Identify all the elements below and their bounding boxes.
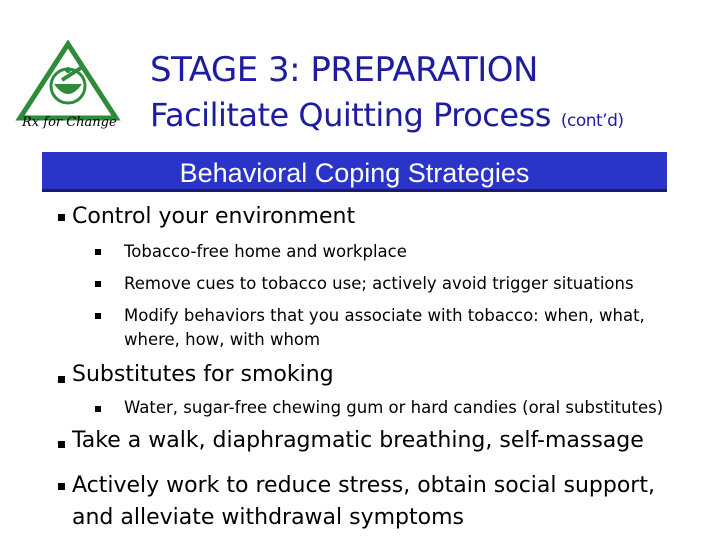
bullet-take-a-walk: Take a walk, diaphragmatic breathing, self-massage	[72, 428, 644, 453]
bullet-control-environment: Control your environment	[72, 204, 356, 229]
slide-subtitle: Facilitate Quitting Process	[150, 96, 551, 134]
bullet-marker	[58, 214, 65, 221]
bullet-marker	[95, 313, 101, 319]
bullet-marker	[58, 441, 65, 448]
slide-title-line1: STAGE 3: PREPARATION	[150, 50, 538, 90]
sub-bullet-tobacco-free: Tobacco-free home and workplace	[124, 242, 407, 261]
bullet-marker	[95, 406, 101, 412]
bullet-marker	[95, 249, 101, 255]
sub-bullet-remove-cues: Remove cues to tobacco use; actively avoid trigger situations	[124, 274, 634, 293]
bullet-marker	[95, 281, 101, 287]
section-banner: Behavioral Coping Strategies	[42, 152, 667, 192]
sub-bullet-oral-substitutes: Water, sugar-free chewing gum or hard candies (oral substitutes)	[124, 398, 664, 417]
logo-text: Rx for Change	[22, 115, 117, 130]
slide-title-line2	[150, 96, 624, 134]
bullet-reduce-stress: Actively work to reduce stress, obtain social support, and alleviate withdrawal symptoms	[72, 473, 655, 530]
bullet-substitutes: Substitutes for smoking	[72, 362, 334, 387]
sub-bullet-modify-behaviors: Modify behaviors that you associate with tobacco: when, what, where, how, with whom	[124, 306, 645, 349]
bullet-marker	[58, 483, 65, 490]
slide-subtitle-suffix: (cont’d)	[560, 111, 624, 131]
rx-for-change-logo	[8, 40, 136, 136]
bullet-marker	[58, 376, 65, 383]
